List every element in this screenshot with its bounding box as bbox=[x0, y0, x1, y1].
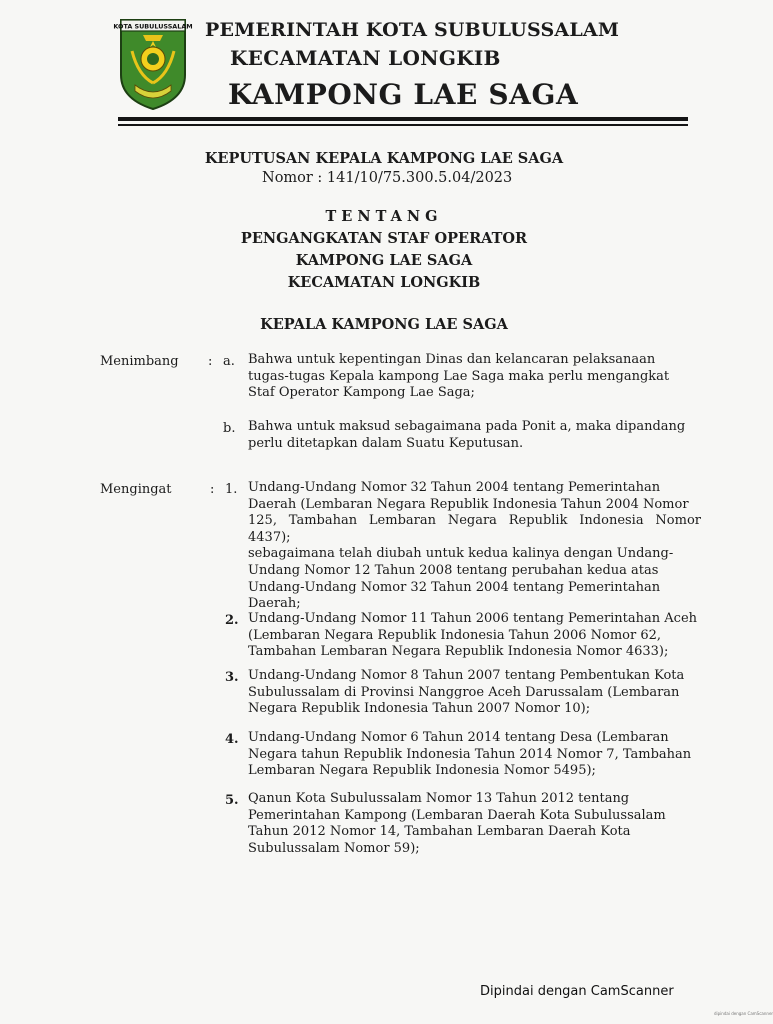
menimbang-colon: : bbox=[208, 354, 213, 369]
text-line: Lembaran Negara Republik Indonesia Nomor 5495); bbox=[248, 763, 596, 779]
text-line: 125, Tambahan Lembaran Negara Republik Indonesia Nomor 4437); bbox=[248, 513, 701, 545]
text-line: Undang-Undang Nomor 32 Tahun 2004 tentang Pemerintahan bbox=[248, 480, 661, 495]
text-line: Tambahan Lembaran Negara Republik Indonesia Nomor 4633); bbox=[248, 644, 669, 660]
city-emblem-logo bbox=[113, 17, 193, 112]
text-line: Undang-Undang Nomor 6 Tahun 2014 tentang Desa (Lembaran bbox=[248, 730, 669, 745]
mengingat-marker: 1. bbox=[225, 482, 238, 497]
text-line: Subulussalam di Provinsi Nanggroe Aceh Darussalam (Lembaran bbox=[248, 684, 680, 700]
decree-title: KEPUTUSAN KEPALA KAMPONG LAE SAGA bbox=[204, 150, 564, 167]
menimbang-marker: b. bbox=[223, 421, 236, 436]
mengingat-label: Mengingat bbox=[100, 482, 172, 497]
letterhead-rule-thin bbox=[118, 124, 688, 126]
mengingat-item bbox=[248, 730, 701, 780]
menimbang-label: Menimbang bbox=[100, 354, 179, 369]
text-line: Bahwa untuk maksud sebagaimana pada Ponit a, maka dipandang bbox=[248, 419, 686, 434]
text-line: Negara tahun Republik Indonesia Tahun 2014 Nomor 7, Tambahan bbox=[248, 746, 692, 762]
mengingat-item bbox=[248, 668, 701, 718]
mengingat-item bbox=[248, 611, 701, 661]
text-line: Undang-Undang Nomor 11 Tahun 2006 tentang Pemerintahan Aceh bbox=[248, 611, 698, 626]
text-line: Subulussalam Nomor 59); bbox=[248, 840, 420, 856]
logo-text: KOTA SUBULUSSALAM bbox=[113, 22, 193, 31]
decree-subject-line: KECAMATAN LONGKIB bbox=[287, 274, 481, 291]
text-line: sebagaimana telah diubah untuk kedua kalinya dengan Undang- bbox=[248, 546, 674, 562]
camscanner-tiny-watermark: dipindai dengan CamScanner bbox=[714, 1011, 773, 1016]
menimbang-marker: a. bbox=[223, 354, 235, 369]
decree-subject-line: PENGANGKATAN STAF OPERATOR bbox=[240, 230, 528, 247]
text-line: Undang-Undang Nomor 8 Tahun 2007 tentang Pembentukan Kota bbox=[248, 668, 685, 683]
text-line: Tahun 2012 Nomor 14, Tambahan Lembaran Daerah Kota bbox=[248, 824, 631, 840]
decree-subject-line: KAMPONG LAE SAGA bbox=[295, 252, 473, 269]
decree-issuer: KEPALA KAMPONG LAE SAGA bbox=[260, 316, 508, 333]
menimbang-item bbox=[248, 352, 701, 402]
camscanner-watermark: Dipindai dengan CamScanner bbox=[480, 984, 674, 999]
text-line: (Lembaran Negara Republik Indonesia Tahun 2006 Nomor 62, bbox=[248, 627, 662, 643]
letterhead-village: KAMPONG LAE SAGA bbox=[228, 78, 579, 111]
letterhead-government: PEMERINTAH KOTA SUBULUSSALAM bbox=[205, 19, 620, 41]
text-line: Staf Operator Kampong Lae Saga; bbox=[248, 385, 475, 401]
text-line: Bahwa untuk kepentingan Dinas dan kelancaran pelaksanaan bbox=[248, 352, 656, 367]
mengingat-marker: 3. bbox=[225, 670, 239, 685]
mengingat-colon: : bbox=[210, 482, 215, 497]
text-line: Undang-Undang Nomor 32 Tahun 2004 tentang Pemerintahan bbox=[248, 579, 661, 595]
text-line: Undang Nomor 12 Tahun 2008 tentang perubahan kedua atas bbox=[248, 562, 659, 578]
mengingat-marker: 4. bbox=[225, 732, 239, 747]
text-line: Qanun Kota Subulussalam Nomor 13 Tahun 2012 tentang bbox=[248, 791, 630, 806]
mengingat-marker: 5. bbox=[225, 793, 239, 808]
text-line: Daerah (Lembaran Negara Republik Indonesia Tahun 2004 Nomor bbox=[248, 496, 689, 512]
text-line: perlu ditetapkan dalam Suatu Keputusan. bbox=[248, 435, 524, 451]
text-line: tugas-tugas Kepala kampong Lae Saga maka perlu mengangkat bbox=[248, 368, 670, 384]
mengingat-item bbox=[248, 791, 701, 857]
text-line: Daerah; bbox=[248, 596, 301, 612]
mengingat-item bbox=[248, 480, 701, 613]
letterhead-rule-thick bbox=[118, 117, 688, 121]
decree-tentang: TENTANG bbox=[325, 208, 443, 225]
text-line: Pemerintahan Kampong (Lembaran Daerah Kota Subulussalam bbox=[248, 807, 666, 823]
letterhead-district: KECAMATAN LONGKIB bbox=[230, 46, 501, 70]
decree-number: Nomor : 141/10/75.300.5.04/2023 bbox=[262, 170, 513, 186]
city-emblem-icon bbox=[113, 17, 193, 112]
menimbang-item bbox=[248, 419, 701, 452]
mengingat-marker: 2. bbox=[225, 613, 239, 628]
text-line: Negara Republik Indonesia Tahun 2007 Nomor 10); bbox=[248, 701, 591, 717]
